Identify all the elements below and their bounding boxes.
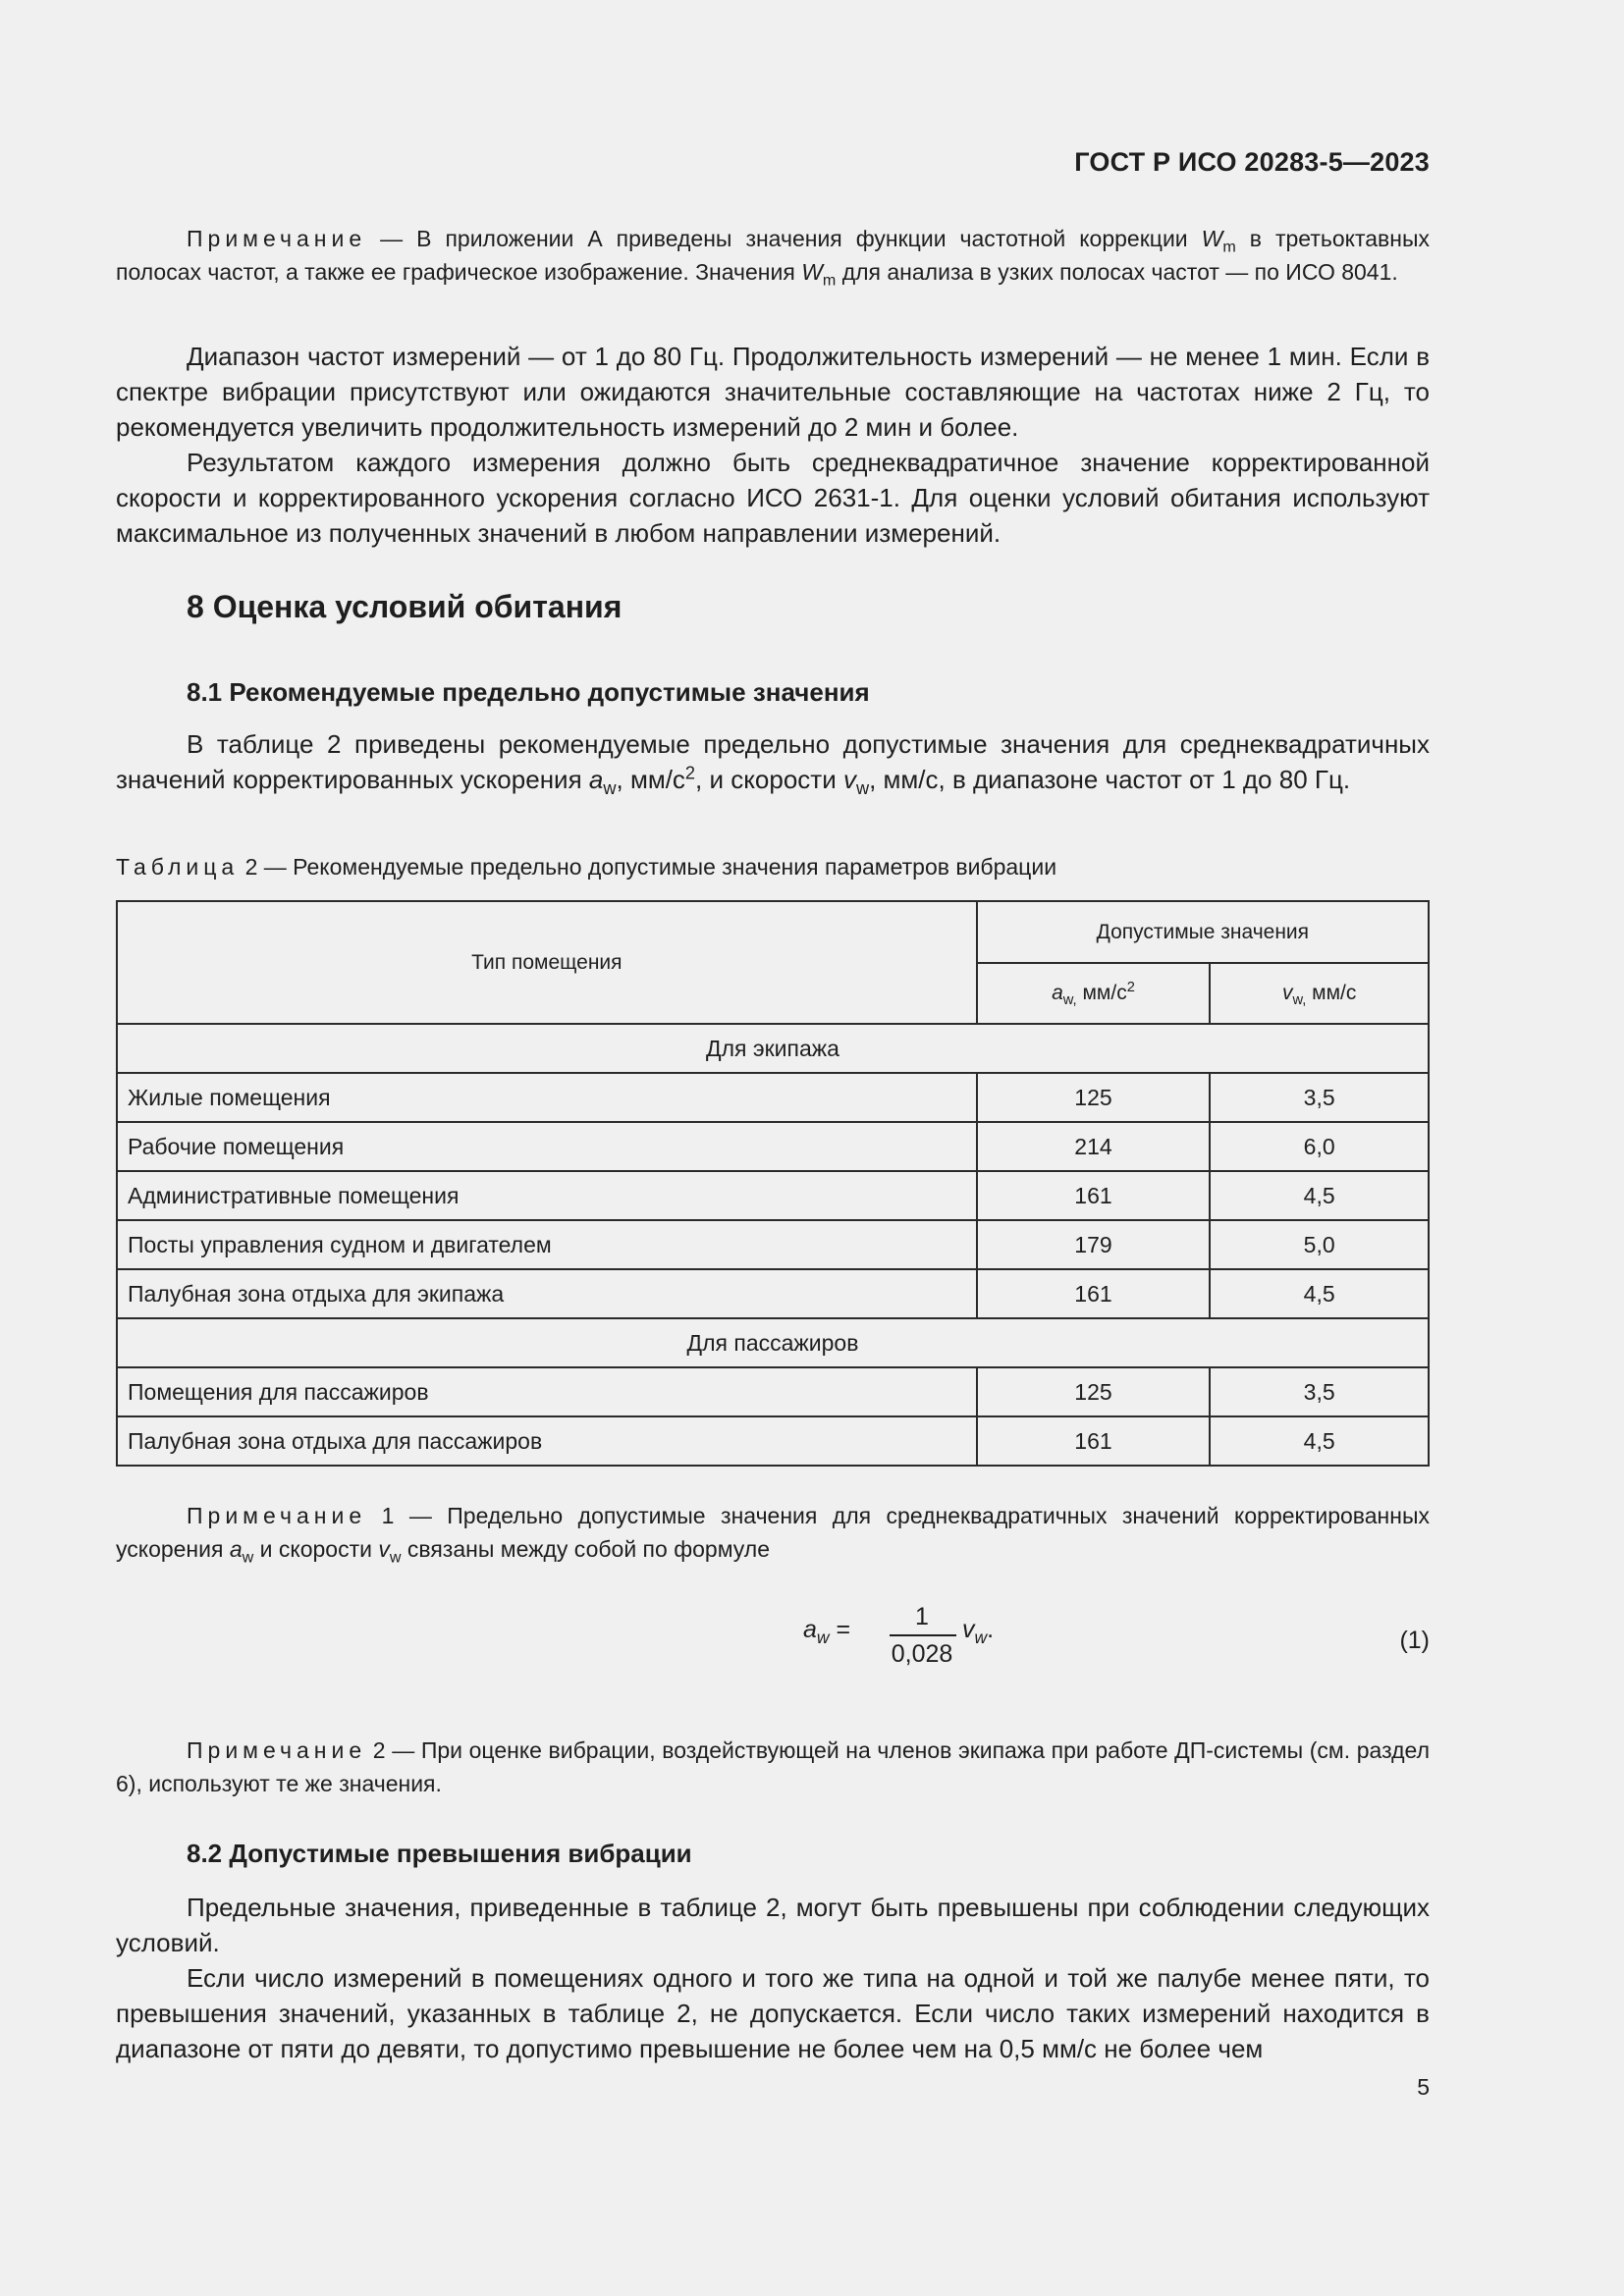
table-caption: Таблица 2 — Рекомендуемые предельно допустимые значения параметров вибрации xyxy=(116,854,1057,880)
room-name: Административные помещения xyxy=(117,1171,977,1220)
formula-denominator: 0,028 xyxy=(891,1640,953,1668)
table-row xyxy=(117,1220,1429,1269)
acceleration-value: 125 xyxy=(977,1367,1211,1416)
table-row xyxy=(117,1073,1429,1122)
section-8-heading: 8 Оценка условий обитания xyxy=(187,589,623,624)
note-1: Примечание 1 — Предельно допустимые значения для среднеквадратичных значений корректированных ускорения $a_w$ и скорости $v_w$ связаны между собой по формуле xyxy=(116,1503,1430,1567)
room-name: Посты управления судном и двигателем xyxy=(117,1220,977,1269)
velocity-value: 4,5 xyxy=(1210,1171,1429,1220)
col-header-room-type: Тип помещения xyxy=(117,901,977,1024)
paragraph-exceedance-intro: Предельные значения, приведенные в таблице 2, могут быть превышены при соблюдении следующих условий. xyxy=(116,1893,1430,1957)
document-page xyxy=(116,0,1430,2296)
page-number: 5 xyxy=(1417,2074,1430,2100)
table-row xyxy=(117,1122,1429,1171)
acceleration-value: 161 xyxy=(977,1269,1211,1318)
formula-rhs: $v_w$. xyxy=(962,1616,995,1647)
group-row-crew: Для экипажа xyxy=(117,1024,1429,1073)
table-row xyxy=(117,1416,1429,1466)
col-header-allowed-values: Допустимые значения xyxy=(977,901,1429,963)
velocity-value: 3,5 xyxy=(1210,1073,1429,1122)
acceleration-value: 179 xyxy=(977,1220,1211,1269)
table-row xyxy=(117,1269,1429,1318)
formula-1 xyxy=(685,1590,995,1679)
table-row xyxy=(117,1367,1429,1416)
fraction-bar xyxy=(890,1634,956,1636)
table-row xyxy=(117,1171,1429,1220)
group-row-passengers: Для пассажиров xyxy=(117,1318,1429,1367)
section-8-1-heading: 8.1 Рекомендуемые предельно допустимые значения xyxy=(187,677,870,707)
room-name: Помещения для пассажиров xyxy=(117,1367,977,1416)
paragraph-frequency-range: Диапазон частот измерений — от 1 до 80 Гц. Продолжительность измерений — не менее 1 мин. Если в спектре вибрации присутствуют или ожидаются значительные составляющие на частотах ниже 2 Гц, то рекомендуется увеличить продолжительность измерений до 2 мин и более. xyxy=(116,342,1430,442)
paragraph-table-intro: В таблице 2 приведены рекомендуемые предельно допустимые значения для среднеквадратичных значений корректированных ускорения $a_w$, $мм/с^2$, и скорости $v_w$, мм/с, в диапазоне частот от 1 до 80 Гц. xyxy=(116,729,1430,799)
paragraph-exceedance-conditions: Если число измерений в помещениях одного и того же типа на одной и той же палубе менее пяти, то превышения значений, указанных в таблице 2, не допускается. Если число таких измерений находится в диапазоне от пяти до девяти, то допустимо превышение не более чем на 0,5 мм/с не более чем xyxy=(116,1963,1430,2063)
col-header-velocity: $v_{w,}$ мм/с xyxy=(1210,963,1429,1024)
acceleration-value: 125 xyxy=(977,1073,1211,1122)
standard-header: ГОСТ Р ИСО 20283-5—2023 xyxy=(1074,147,1430,177)
note-2: Примечание 2 — При оценке вибрации, воздействующей на членов экипажа при работе ДП-системы (см. раздел 6), используют те же значения. xyxy=(116,1737,1430,1796)
velocity-value: 6,0 xyxy=(1210,1122,1429,1171)
velocity-value: 4,5 xyxy=(1210,1269,1429,1318)
formula-lhs: $a_w$ = xyxy=(803,1616,851,1647)
room-name: Рабочие помещения xyxy=(117,1122,977,1171)
paragraph-measurement-result: Результатом каждого измерения должно быть среднеквадратичное значение корректированной скорости и корректированного ускорения согласно ИСО 2631-1. Для оценки условий обитания используют максимальное из полученных значений в любом направлении измерений. xyxy=(116,448,1430,548)
room-name: Палубная зона отдыха для экипажа xyxy=(117,1269,977,1318)
velocity-value: 3,5 xyxy=(1210,1367,1429,1416)
formula-number: (1) xyxy=(1399,1627,1430,1654)
room-name: Жилые помещения xyxy=(117,1073,977,1122)
note-top: Примечание — В приложении А приведены значения функции частотной коррекции $W_m$ в третьоктавных полосах частот, а также ее графическое изображение. Значения $W_m$ для анализа в узких полосах частот — по ИСО 8041. xyxy=(116,226,1430,290)
velocity-value: 4,5 xyxy=(1210,1416,1429,1466)
col-header-acceleration: $a_{w,}$ $мм/с^2$ xyxy=(977,963,1211,1024)
room-name: Палубная зона отдыха для пассажиров xyxy=(117,1416,977,1466)
acceleration-value: 161 xyxy=(977,1416,1211,1466)
formula-numerator: 1 xyxy=(915,1603,929,1630)
vibration-limits-table xyxy=(116,900,1430,1467)
section-8-2-heading: 8.2 Допустимые превышения вибрации xyxy=(187,1839,692,1868)
acceleration-value: 161 xyxy=(977,1171,1211,1220)
velocity-value: 5,0 xyxy=(1210,1220,1429,1269)
note-label: Примечание xyxy=(187,226,367,251)
acceleration-value: 214 xyxy=(977,1122,1211,1171)
